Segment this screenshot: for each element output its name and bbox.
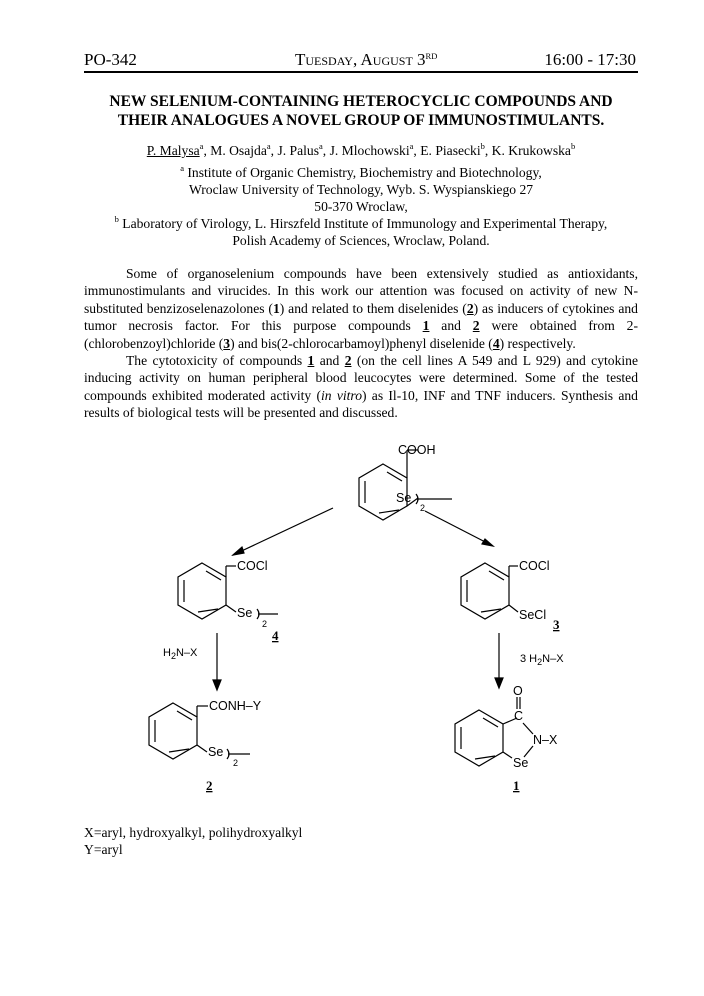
svg-text:Se: Se — [237, 606, 253, 620]
substituent-legend: X=aryl, hydroxyalkyl, polihydroxyalkyl Y=aryl — [84, 825, 303, 857]
author-list: P. Malysa$^a$, M. Osajda$^a$, J. Palus$^a$, J. Mlochowski$^a$, E. Piasecki$^b$, K. Krukowska$^b$ — [146, 141, 576, 158]
reagent-left: $H_2N-X$ — [163, 647, 198, 661]
se-label: Se — [396, 491, 412, 505]
session-day: Tuesday, August 3RD — [295, 50, 438, 69]
svg-text:COCl: COCl — [237, 559, 268, 573]
author: J. Palus — [277, 143, 319, 158]
abstract-paragraph-2: The cytotoxicity of compounds 1 and 2 (on the cell lines A 549 and L 929) and cytokine inducing activity on human peripheral blood leucocytes were determined. Some of the tested compounds exhibited moderated activity (in vitro) as Il-10, INF and TNF inducers. Synthesis and results of biological tests will be presented and discussed. — [84, 353, 638, 421]
compound-1 — [455, 684, 558, 793]
abstract-body — [84, 265, 638, 422]
session-code: PO-342 — [84, 50, 137, 69]
compound-3 — [461, 559, 560, 632]
svg-text:1: 1 — [513, 778, 520, 793]
cooh-label: COOH — [398, 443, 436, 457]
session-time: 16:00 - 17:30 — [544, 50, 636, 69]
svg-text:4: 4 — [272, 628, 279, 643]
header-rule — [84, 71, 638, 73]
svg-text:2: 2 — [262, 619, 268, 629]
top-compound — [359, 443, 452, 520]
author: J. Mlochowski — [329, 143, 410, 158]
svg-text:2: 2 — [233, 758, 239, 768]
reagent-right: 3 $H_2N-X$ — [520, 653, 564, 667]
svg-text:Se: Se — [208, 745, 224, 759]
compound-4 — [178, 559, 279, 643]
affiliations: $^a$ Institute of Organic Chemistry, Biochemistry and Biotechnology, Wroclaw University of Technology, Wyb. S. Wyspianskiego 27 50-370 Wroclaw, $^b$ Laboratory of Virology, L. Hirszfeld Institute of Immunology and Experimental Therapy, Polish Academy of Sciences, Wroclaw, Poland. — [114, 163, 608, 248]
compound-2 — [149, 699, 262, 793]
abstract-paragraph-1: Some of organoselenium compounds have been extensively studied as antioxidants, immunostimulants and virucides. In this work our attention was focused on activity of new N-substituted benzizoselenazolones (1) and related to them diselenides (2) as inducers of cytokines and tumor necrosis factor. For this purpose compounds 1 and 2 were obtained from 2-(chlorobenzoyl)chloride (3) and bis(2-chlorocarbamoyl)phenyl diselenide (4) respectively. — [84, 266, 639, 351]
author: P. Malysa — [146, 143, 200, 158]
paper-title: NEW SELENIUM-CONTAINING HETEROCYCLIC COMPOUNDS AND THEIR ANALOGUES A NOVEL GROUP OF IMMUNOSTIMULANTS. — [109, 93, 613, 129]
svg-text:COCl: COCl — [519, 559, 550, 573]
author: M. Osajda — [210, 143, 267, 158]
svg-text:2: 2 — [420, 503, 426, 513]
author: K. Krukowska — [491, 143, 571, 158]
author: E. Piasecki — [420, 143, 481, 158]
svg-text:N–X: N–X — [533, 733, 558, 747]
svg-text:2: 2 — [206, 778, 213, 793]
svg-text:O: O — [513, 684, 523, 698]
svg-text:C: C — [514, 709, 524, 723]
svg-text:CONH–Y: CONH–Y — [209, 699, 262, 713]
svg-text:SeCl: SeCl — [519, 608, 547, 622]
svg-text:Se: Se — [513, 756, 529, 770]
svg-text:3: 3 — [553, 617, 560, 632]
